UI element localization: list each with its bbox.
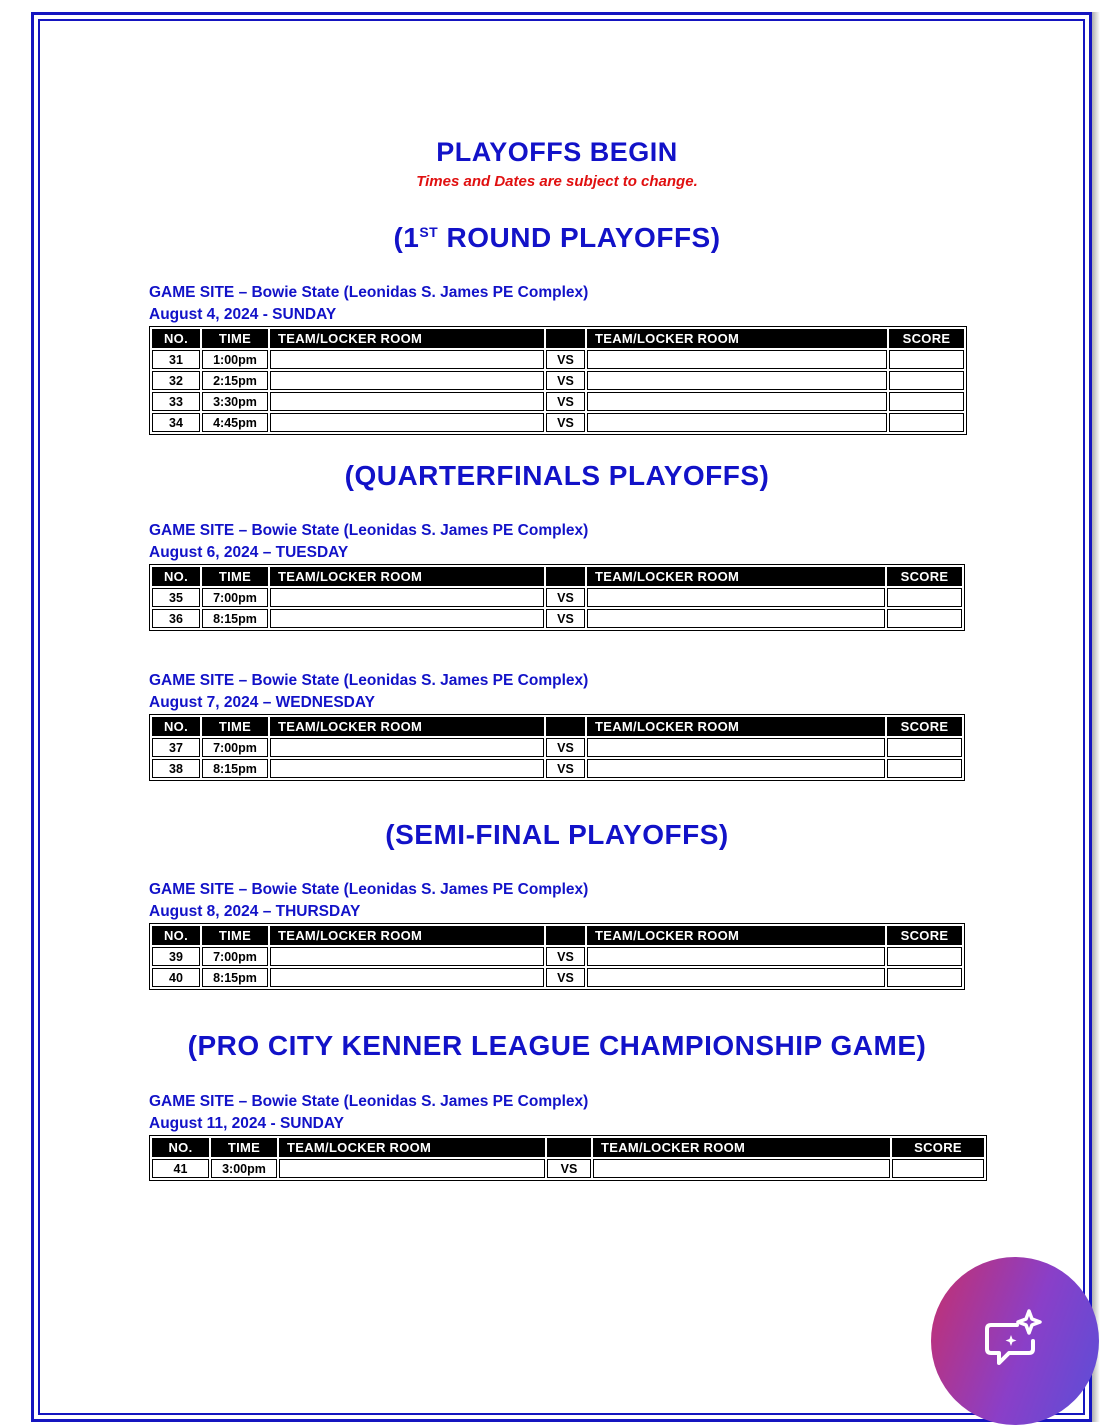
round-title-first: (1ST ROUND PLAYOFFS) <box>393 222 721 253</box>
col-no: NO. <box>152 1138 209 1157</box>
col-team-1: TEAM/LOCKER ROOM <box>270 717 544 736</box>
session-info <box>149 520 588 564</box>
game-number: 36 <box>152 609 200 628</box>
team-1-cell <box>270 371 544 390</box>
game-number: 35 <box>152 588 200 607</box>
vs-label: VS <box>546 759 585 778</box>
team-1-cell <box>270 947 544 966</box>
team-1-cell <box>270 413 544 432</box>
col-team-1: TEAM/LOCKER ROOM <box>270 329 544 348</box>
table-row <box>152 371 964 390</box>
col-no: NO. <box>152 329 200 348</box>
table-row <box>152 759 962 778</box>
table-row <box>152 413 964 432</box>
col-time: TIME <box>202 567 268 586</box>
schedule-table <box>149 326 967 435</box>
col-time: TIME <box>202 329 268 348</box>
game-time: 7:00pm <box>202 588 268 607</box>
round-title-semifinals: (SEMI-FINAL PLAYOFFS) <box>385 819 729 850</box>
col-score: SCORE <box>889 329 964 348</box>
game-time: 2:15pm <box>202 371 268 390</box>
change-notice: Times and Dates are subject to change. <box>416 173 698 190</box>
team-2-cell <box>587 588 885 607</box>
team-1-cell <box>270 759 544 778</box>
session-info <box>149 670 588 714</box>
score-cell <box>889 350 964 369</box>
col-vs <box>546 926 585 945</box>
col-vs <box>546 717 585 736</box>
col-time: TIME <box>211 1138 277 1157</box>
game-number: 40 <box>152 968 200 987</box>
col-team-1: TEAM/LOCKER ROOM <box>270 567 544 586</box>
score-cell <box>887 609 962 628</box>
col-score: SCORE <box>887 926 962 945</box>
col-no: NO. <box>152 926 200 945</box>
game-time: 3:30pm <box>202 392 268 411</box>
team-2-cell <box>587 968 885 987</box>
game-date: August 7, 2024 – WEDNESDAY <box>149 694 375 711</box>
game-time: 3:00pm <box>211 1159 277 1178</box>
schedule-table <box>149 1135 987 1181</box>
game-date: August 8, 2024 – THURSDAY <box>149 903 361 920</box>
col-vs <box>547 1138 591 1157</box>
col-score: SCORE <box>887 567 962 586</box>
col-time: TIME <box>202 717 268 736</box>
team-1-cell <box>270 350 544 369</box>
table-row <box>152 1159 984 1178</box>
team-2-cell <box>587 609 885 628</box>
col-team-2: TEAM/LOCKER ROOM <box>587 926 885 945</box>
table-row <box>152 588 962 607</box>
game-number: 37 <box>152 738 200 757</box>
schedule-table <box>149 923 965 990</box>
score-cell <box>887 759 962 778</box>
game-site: GAME SITE – Bowie State (Leonidas S. James PE Complex) <box>149 284 589 301</box>
game-number: 34 <box>152 413 200 432</box>
game-time: 7:00pm <box>202 738 268 757</box>
round-title-quarterfinals: (QUARTERFINALS PLAYOFFS) <box>344 460 770 491</box>
game-time: 8:15pm <box>202 609 268 628</box>
team-1-cell <box>279 1159 545 1178</box>
score-cell <box>889 371 964 390</box>
vs-label: VS <box>546 588 585 607</box>
score-cell <box>887 588 962 607</box>
game-date: August 11, 2024 - SUNDAY <box>149 1115 344 1132</box>
table-row <box>152 738 962 757</box>
vs-label: VS <box>546 738 585 757</box>
table-header-row <box>152 567 962 586</box>
col-team-1: TEAM/LOCKER ROOM <box>270 926 544 945</box>
team-1-cell <box>270 588 544 607</box>
vs-label: VS <box>546 947 585 966</box>
col-team-1: TEAM/LOCKER ROOM <box>279 1138 545 1157</box>
col-vs <box>546 329 585 348</box>
team-1-cell <box>270 738 544 757</box>
team-2-cell <box>587 738 885 757</box>
team-2-cell <box>587 392 887 411</box>
game-site: GAME SITE – Bowie State (Leonidas S. James PE Complex) <box>149 881 589 898</box>
table-header-row <box>152 926 962 945</box>
game-date: August 4, 2024 - SUNDAY <box>149 306 337 323</box>
team-2-cell <box>587 947 885 966</box>
game-time: 4:45pm <box>202 413 268 432</box>
game-site: GAME SITE – Bowie State (Leonidas S. James PE Complex) <box>149 672 589 689</box>
score-cell <box>887 947 962 966</box>
schedule-table <box>149 564 965 631</box>
col-team-2: TEAM/LOCKER ROOM <box>593 1138 890 1157</box>
session-info <box>149 879 588 923</box>
col-score: SCORE <box>892 1138 984 1157</box>
session-info <box>149 282 588 326</box>
table-row <box>152 392 964 411</box>
vs-label: VS <box>546 413 585 432</box>
page-title: PLAYOFFS BEGIN <box>436 137 678 167</box>
score-cell <box>892 1159 984 1178</box>
table-row <box>152 968 962 987</box>
ai-chat-icon <box>981 1305 1051 1375</box>
game-number: 38 <box>152 759 200 778</box>
table-header-row <box>152 329 964 348</box>
game-number: 31 <box>152 350 200 369</box>
table-header-row <box>152 717 962 736</box>
col-team-2: TEAM/LOCKER ROOM <box>587 567 885 586</box>
team-2-cell <box>587 413 887 432</box>
vs-label: VS <box>546 609 585 628</box>
vs-label: VS <box>546 392 585 411</box>
game-date: August 6, 2024 – TUESDAY <box>149 544 349 561</box>
col-no: NO. <box>152 567 200 586</box>
score-cell <box>887 968 962 987</box>
col-team-2: TEAM/LOCKER ROOM <box>587 329 887 348</box>
schedule-table <box>149 714 965 781</box>
score-cell <box>889 413 964 432</box>
game-site: GAME SITE – Bowie State (Leonidas S. James PE Complex) <box>149 1093 589 1110</box>
session-info <box>149 1091 588 1135</box>
game-number: 39 <box>152 947 200 966</box>
team-2-cell <box>587 371 887 390</box>
team-2-cell <box>587 350 887 369</box>
table-row <box>152 609 962 628</box>
game-number: 33 <box>152 392 200 411</box>
game-time: 7:00pm <box>202 947 268 966</box>
team-1-cell <box>270 968 544 987</box>
vs-label: VS <box>546 371 585 390</box>
col-team-2: TEAM/LOCKER ROOM <box>587 717 885 736</box>
col-score: SCORE <box>887 717 962 736</box>
col-time: TIME <box>202 926 268 945</box>
col-no: NO. <box>152 717 200 736</box>
score-cell <box>889 392 964 411</box>
team-2-cell <box>593 1159 890 1178</box>
score-cell <box>887 738 962 757</box>
vs-label: VS <box>546 968 585 987</box>
game-number: 32 <box>152 371 200 390</box>
team-2-cell <box>587 759 885 778</box>
game-time: 8:15pm <box>202 968 268 987</box>
team-1-cell <box>270 392 544 411</box>
team-1-cell <box>270 609 544 628</box>
game-time: 8:15pm <box>202 759 268 778</box>
vs-label: VS <box>546 350 585 369</box>
round-title-championship: (PRO CITY KENNER LEAGUE CHAMPIONSHIP GAME) <box>187 1030 927 1061</box>
table-header-row <box>152 1138 984 1157</box>
ai-chat-button[interactable] <box>931 1257 1099 1425</box>
game-site: GAME SITE – Bowie State (Leonidas S. James PE Complex) <box>149 522 589 539</box>
game-number: 41 <box>152 1159 209 1178</box>
table-row <box>152 350 964 369</box>
table-row <box>152 947 962 966</box>
vs-label: VS <box>547 1159 591 1178</box>
col-vs <box>546 567 585 586</box>
game-time: 1:00pm <box>202 350 268 369</box>
